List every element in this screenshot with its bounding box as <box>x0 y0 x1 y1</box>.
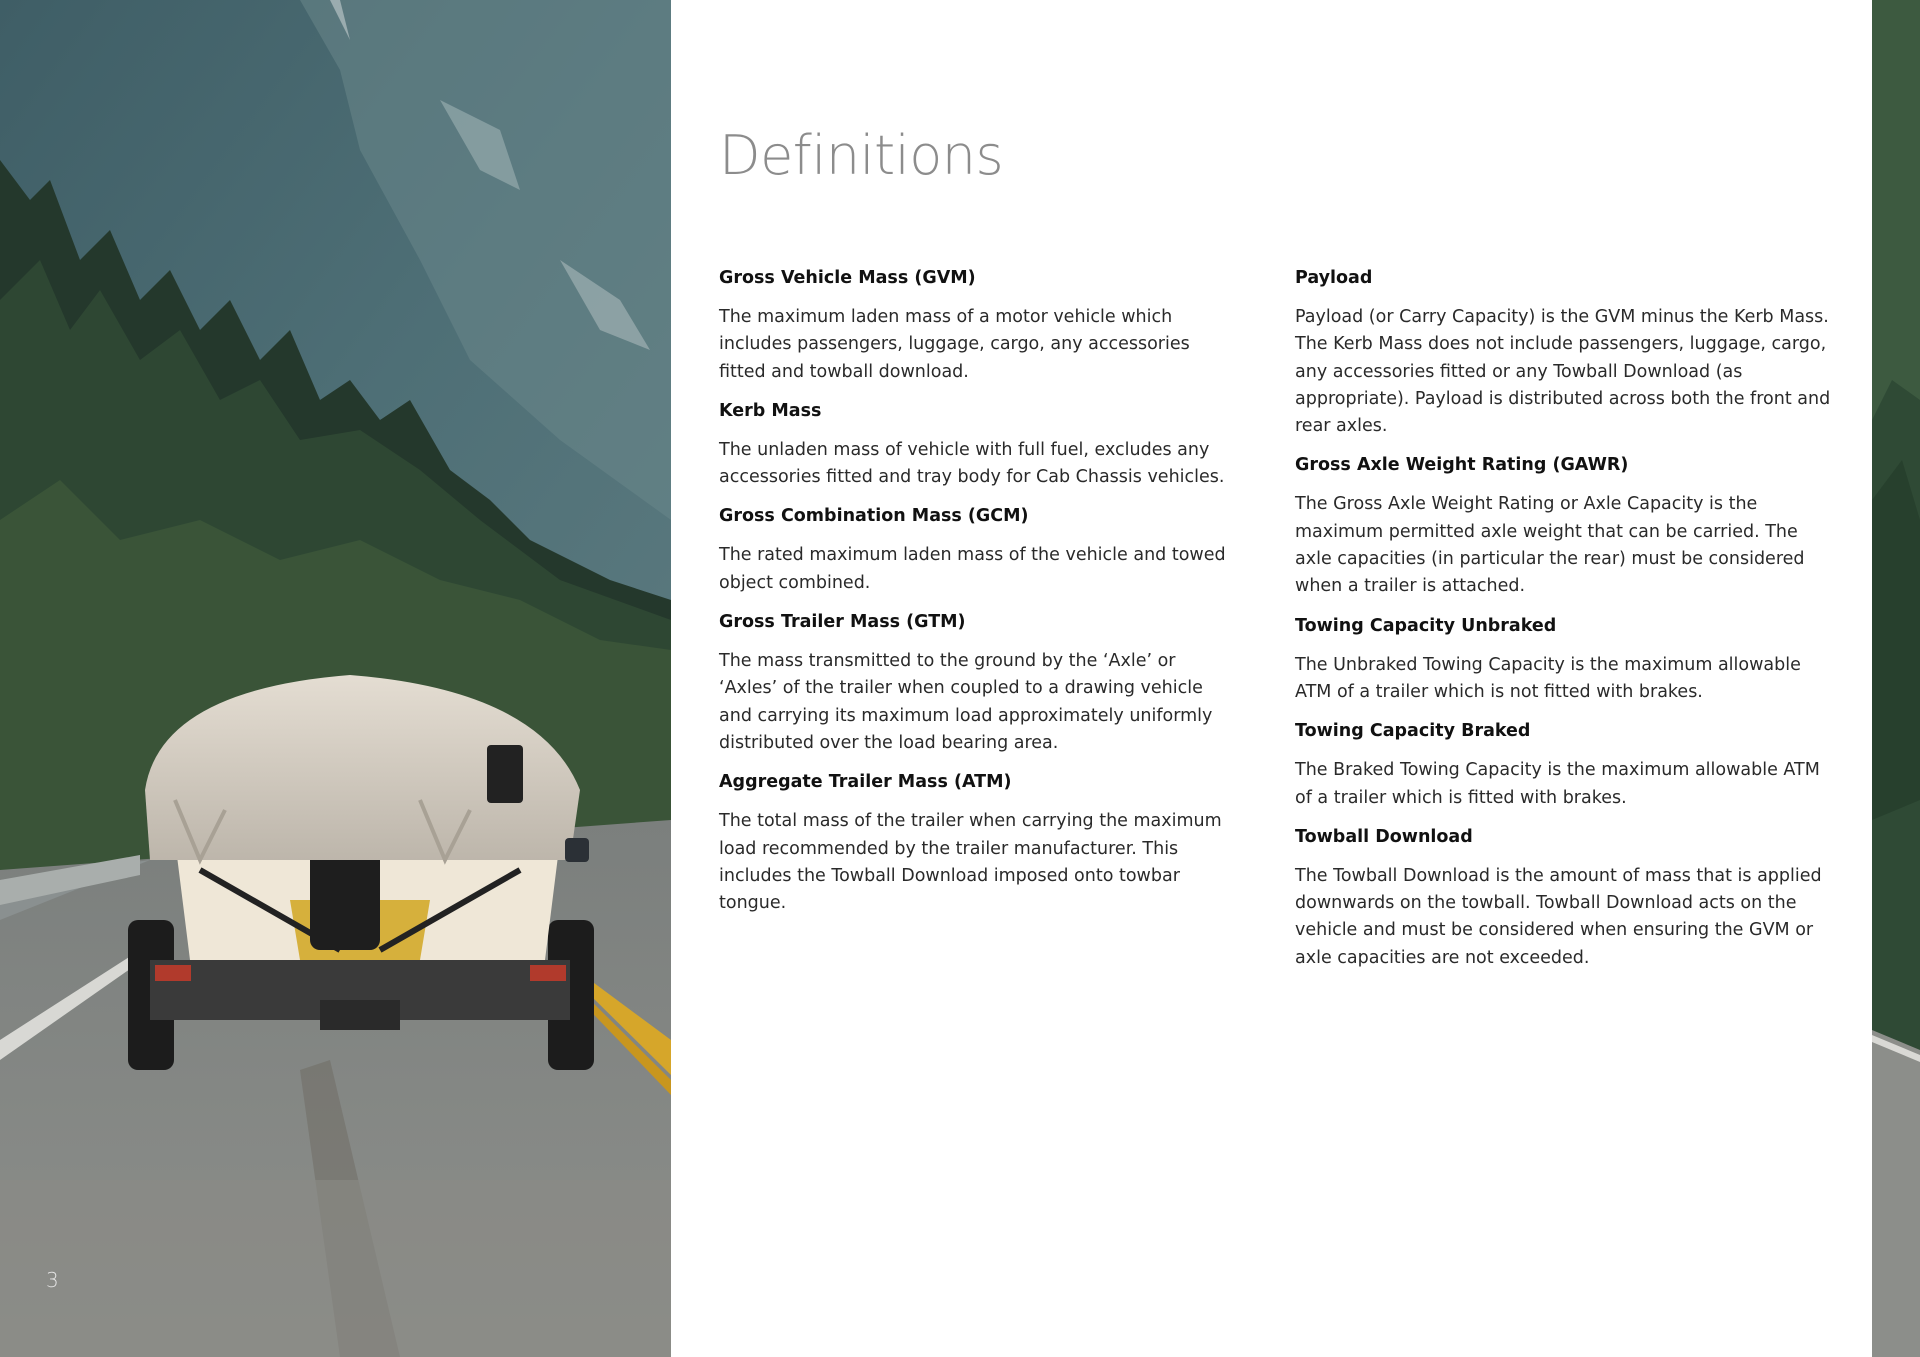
definition-description: The maximum laden mass of a motor vehicle which includes passengers, luggage, cargo, any accessories fitted and towball download. <box>719 307 1190 382</box>
definition-description: The Unbraked Towing Capacity is the maximum allowable ATM of a trailer which is not fitted with brakes. <box>1295 654 1801 702</box>
page-title: Definitions <box>719 124 1004 187</box>
definition-description: The Towball Download is the amount of mass that is applied downwards on the towball. Towball Download acts on the vehicle and must be considered when ensuring the GVM or axle capacities are not exceeded. <box>1295 865 1822 968</box>
definition-item <box>1295 614 1840 707</box>
definition-term: Gross Vehicle Mass (GVM) <box>719 268 976 288</box>
definition-item <box>719 770 1229 917</box>
definition-term: Payload <box>1295 268 1373 288</box>
definition-item <box>1295 825 1840 972</box>
definition-term: Towball Download <box>1295 826 1473 847</box>
right-edge-photo <box>1872 0 1920 1357</box>
hero-photo <box>0 0 671 1357</box>
definition-description: The Gross Axle Weight Rating or Axle Capacity is the maximum permitted axle weight that can be carried. The axle capacities (in particular the rear) must be considered when a trailer is attached. <box>1295 494 1805 597</box>
definition-description: The total mass of the trailer when carrying the maximum load recommended by the trailer manufacturer. This includes the Towball Download imposed onto towbar tongue. <box>719 811 1222 914</box>
definition-item <box>1295 453 1840 600</box>
definition-item <box>1295 719 1840 812</box>
page-number: 3 <box>46 1268 59 1292</box>
definition-description: Payload (or Carry Capacity) is the GVM minus the Kerb Mass. The Kerb Mass does not include passengers, luggage, cargo, any accessories fitted or any Towball Download (as appropriate). Payload is distributed across both the front and rear axles. <box>1295 307 1831 437</box>
definition-term: Towing Capacity Braked <box>1295 721 1531 742</box>
definition-term: Gross Axle Weight Rating (GAWR) <box>1295 455 1629 476</box>
definition-term: Kerb Mass <box>719 400 822 421</box>
definition-term: Towing Capacity Unbraked <box>1295 615 1557 636</box>
definition-description: The unladen mass of vehicle with full fuel, excludes any accessories fitted and tray body for Cab Chassis vehicles. <box>719 439 1225 488</box>
definition-item <box>719 504 1229 597</box>
definition-description: The mass transmitted to the ground by the ‘Axle’ or ‘Axles’ of the trailer when coupled to a drawing vehicle and carrying its maximum load approximately uniformly distributed over the load bearing area. <box>719 651 1213 753</box>
definition-term: Gross Combination Mass (GCM) <box>719 506 1029 527</box>
photo-illustration <box>0 0 671 1357</box>
definition-description: The Braked Towing Capacity is the maximum allowable ATM of a trailer which is fitted with brakes. <box>1295 760 1820 808</box>
definition-item <box>719 399 1229 492</box>
definition-term: Gross Trailer Mass (GTM) <box>719 612 966 633</box>
definition-term: Aggregate Trailer Mass (ATM) <box>719 772 1012 793</box>
definition-description: The rated maximum laden mass of the vehicle and towed object combined. <box>719 545 1226 593</box>
definition-item <box>719 266 1229 386</box>
definitions-left-column <box>719 266 1229 930</box>
definition-item <box>1295 266 1840 440</box>
content-panel <box>671 0 1872 1357</box>
definitions-right-column <box>1295 266 1840 985</box>
definition-item <box>719 610 1229 757</box>
tree-strip-illustration <box>1872 0 1920 1357</box>
